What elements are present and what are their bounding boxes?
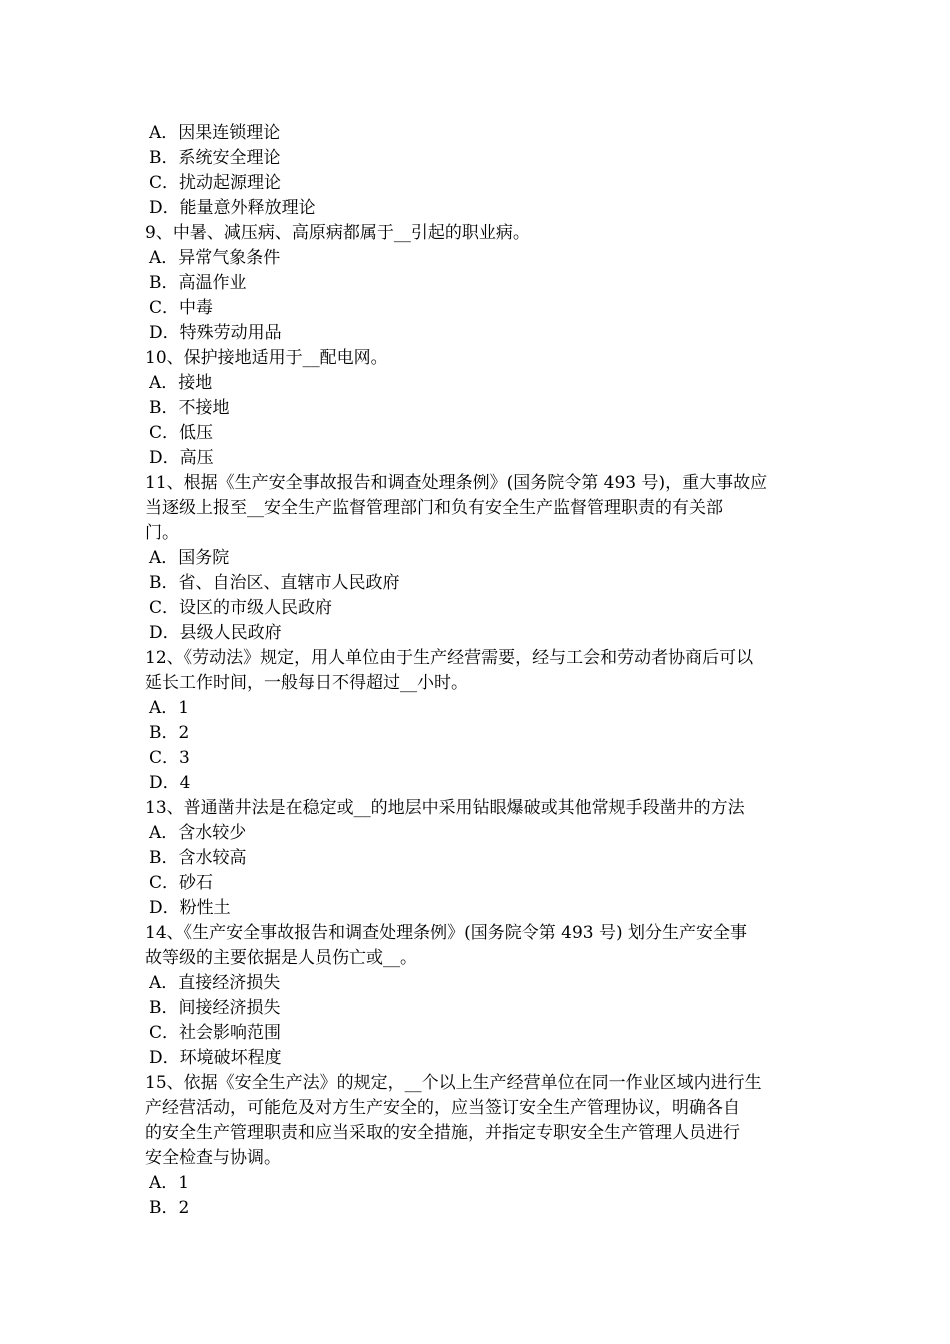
option-d: D．县级人民政府 [149, 623, 282, 643]
question-stem-line: 11、根据《生产安全事故报告和调查处理条例》(国务院令第 493 号)，重大事故应 [145, 473, 768, 493]
option-a: A．异常气象条件 [149, 248, 281, 268]
option-b: B．2 [149, 1198, 190, 1218]
option-d: D．粉性土 [149, 898, 231, 918]
option-b: B．间接经济损失 [149, 998, 281, 1018]
option-d: D．环境破坏程度 [149, 1048, 282, 1068]
option-b: B．2 [149, 723, 190, 743]
question-stem-line: 当逐级上报至__安全生产监督管理部门和负有安全生产监督管理职责的有关部 [145, 498, 723, 518]
option-c: C．设区的市级人民政府 [149, 598, 333, 618]
option-c: C．扰动起源理论 [149, 173, 282, 193]
option-c: C．砂石 [149, 873, 214, 893]
question-12 [145, 646, 815, 796]
question-15 [145, 1071, 815, 1221]
question-stem: 13、普通凿井法是在稳定或__的地层中采用钻眼爆破或其他常规手段凿井的方法 [145, 798, 745, 818]
option-b: B．不接地 [149, 398, 230, 418]
option-d: D．高压 [149, 448, 214, 468]
option-a: A．含水较少 [149, 823, 247, 843]
question-stem-line: 延长工作时间，一般每日不得超过__小时。 [145, 673, 468, 693]
question-10 [145, 346, 815, 471]
option-a: A．因果连锁理论 [149, 123, 281, 143]
option-a: A．国务院 [149, 548, 230, 568]
option-b: B．高温作业 [149, 273, 247, 293]
question-stem: 9、中暑、减压病、高原病都属于__引起的职业病。 [145, 223, 530, 243]
option-d: D．能量意外释放理论 [149, 198, 316, 218]
question-stem-line: 12、《劳动法》规定，用人单位由于生产经营需要，经与工会和劳动者协商后可以 [145, 648, 754, 668]
question-14 [145, 921, 815, 1071]
option-a: A．接地 [149, 373, 213, 393]
question-stem-line: 14、《生产安全事故报告和调查处理条例》(国务院令第 493 号) 划分生产安全事 [145, 923, 748, 943]
option-a: A．1 [149, 1173, 190, 1193]
question-stem-line: 门。 [145, 523, 179, 543]
question-stem-line: 的安全生产管理职责和应当采取的安全措施，并指定专职安全生产管理人员进行 [145, 1123, 740, 1143]
question-stem: 10、保护接地适用于__配电网。 [145, 348, 388, 368]
option-d: D．4 [149, 773, 191, 793]
question-8-options [145, 121, 815, 221]
option-b: B．系统安全理论 [149, 148, 281, 168]
option-c: C．中毒 [149, 298, 214, 318]
question-stem-line: 产经营活动，可能危及对方生产安全的，应当签订安全生产管理协议，明确各自 [145, 1098, 740, 1118]
option-c: C．低压 [149, 423, 214, 443]
option-a: A．1 [149, 698, 190, 718]
document-page [145, 121, 815, 1221]
question-11 [145, 471, 815, 646]
option-d: D．特殊劳动用品 [149, 323, 282, 343]
question-stem-line: 安全检查与协调。 [145, 1148, 281, 1168]
option-b: B．含水较高 [149, 848, 247, 868]
option-b: B．省、自治区、直辖市人民政府 [149, 573, 400, 593]
question-9 [145, 221, 815, 346]
option-a: A．直接经济损失 [149, 973, 281, 993]
question-stem-line: 15、依据《安全生产法》的规定，__个以上生产经营单位在同一作业区域内进行生 [145, 1073, 762, 1093]
option-c: C．社会影响范围 [149, 1023, 282, 1043]
question-13 [145, 796, 815, 921]
question-stem-line: 故等级的主要依据是人员伤亡或__。 [145, 948, 417, 968]
option-c: C．3 [149, 748, 190, 768]
